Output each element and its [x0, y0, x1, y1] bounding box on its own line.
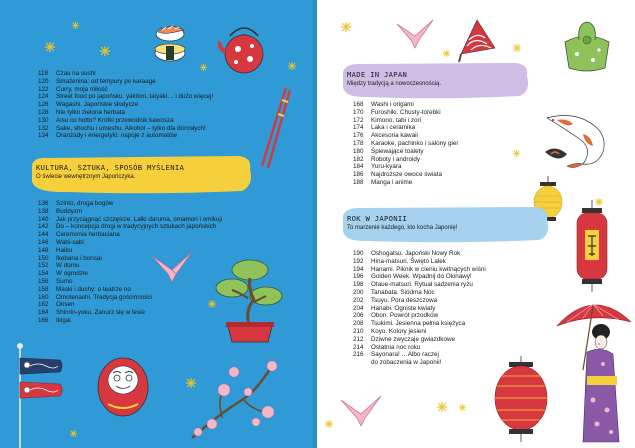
- toc-entry[interactable]: 170 Furoshiki. Chusty-torebki: [353, 108, 441, 116]
- section-title: MADE IN JAPAN: [347, 70, 408, 79]
- bottom-lantern-illustration: [493, 356, 549, 442]
- section-title: ROK W JAPONII: [347, 214, 408, 223]
- toc-entry[interactable]: 192 Hina-matsuri. Święto Lalek: [353, 257, 446, 265]
- toc-entry[interactable]: 188 Manga i anime: [353, 178, 413, 186]
- toc-entry[interactable]: 146 Wabi-sabi: [38, 238, 84, 246]
- toc-entry[interactable]: 152 W domu: [38, 262, 80, 270]
- toc-entry[interactable]: 176 Akcesoria kawaii: [353, 132, 418, 140]
- toc-entry[interactable]: 200 Tanabata. Siódma Noc: [353, 288, 435, 296]
- origami-crane-illustration: [395, 18, 435, 50]
- star-icon: [341, 22, 351, 32]
- toc-entry[interactable]: 150 Ikebana i bonsai: [38, 254, 102, 262]
- section-subtitle: O świecie wewnętrznym Japończyka.: [36, 174, 136, 180]
- toc-entry[interactable]: 202 Tsuyu. Pora deszczowa: [353, 296, 438, 304]
- toc-entry[interactable]: 208 Tsukimi. Jesienna pełnia księżyca: [353, 320, 466, 328]
- left-page: [0, 0, 317, 448]
- star-icon: [459, 404, 466, 411]
- toc-entry[interactable]: 204 Hanabi. Ogniste kwiaty: [353, 304, 436, 312]
- toc-list-year-in-japan: [353, 250, 553, 367]
- cherry-blossom-illustration: [182, 352, 282, 444]
- star-icon: [513, 44, 521, 52]
- koi-fish-illustration: [537, 104, 617, 174]
- sushi-illustration: [146, 20, 196, 66]
- toc-entry[interactable]: 142 Do – koncepcja drogi w tradycyjnych sztukach japońskich: [38, 223, 217, 231]
- toc-entry[interactable]: 174 Laka i ceramika: [353, 124, 416, 132]
- star-icon: [45, 42, 55, 52]
- section-banner-culture: [36, 163, 184, 180]
- toc-entry[interactable]: 212 Dziwne zwyczaje gwiazdkowe: [353, 335, 455, 343]
- toc-entry[interactable]: 164 Shinrin-yoku. Zanurz się w lesie: [38, 309, 145, 317]
- star-icon: [72, 22, 79, 29]
- furoshiki-illustration: [557, 16, 617, 76]
- toc-entry[interactable]: 168 Washi i origami: [353, 101, 414, 108]
- toc-entry[interactable]: 196 Golden Week. Wpadnij do Okinawy!: [353, 273, 472, 281]
- toc-entry[interactable]: 182 Roboty i androidy: [353, 155, 421, 163]
- toc-entry[interactable]: 186 Najdroższe owoce świata: [353, 171, 443, 179]
- toc-entry[interactable]: 184 Yuru-kyara: [353, 163, 402, 171]
- toc-entry[interactable]: 190 Oshogatsu. Japoński Nowy Rok: [353, 250, 461, 257]
- toc-entry[interactable]: do zobaczenia w Japonii!: [371, 359, 442, 367]
- toc-entry[interactable]: 138 Buddyzm: [38, 207, 83, 215]
- toc-list-made-in-japan: [353, 101, 543, 187]
- toc-entry[interactable]: 198 Otaue-matsuri. Rytuał sadzenia ryżu: [353, 281, 473, 289]
- toc-entry[interactable]: 132 Sake, shochu i umeshu. Alkohol – tylko dla dorosłych!: [38, 124, 206, 132]
- toc-entry[interactable]: 158 Maski i duchy: o teatrze no: [38, 285, 131, 293]
- section-title: KULTURA, SZTUKA, SPOSÓB MYŚLENIA: [36, 163, 185, 172]
- toc-entry[interactable]: 172 Kimono, tabi i zori: [353, 116, 422, 124]
- star-icon: [288, 62, 296, 70]
- toc-entry[interactable]: 166 Ikigai: [38, 316, 71, 324]
- toc-entry[interactable]: 126 Wagashi. Japońskie słodycze: [38, 101, 139, 109]
- daruma-illustration: [96, 352, 150, 418]
- toc-entry[interactable]: 140 Jak przyciągnąć szczęście. Lalki daruma, omamori i omikuji: [38, 215, 223, 223]
- star-icon: [100, 46, 110, 56]
- red-lantern-illustration: [571, 200, 613, 294]
- bonsai-illustration: [214, 258, 286, 350]
- toc-entry[interactable]: 120 Smażenina: od tempury po karaage: [38, 77, 156, 85]
- toc-entry[interactable]: 134 Oranżady i energetyki: napoje z automatów: [38, 132, 178, 140]
- toc-entry[interactable]: 160 Omotenashi. Tradycja gościnności: [38, 293, 152, 301]
- toc-entry[interactable]: 148 Haiku: [38, 246, 73, 254]
- geisha-illustration: [553, 292, 633, 448]
- section-banner-year-in-japan: [347, 214, 457, 231]
- toc-entry[interactable]: 162 Onsen: [38, 301, 75, 309]
- toc-entry[interactable]: 214 Ostatnia noc roku: [353, 343, 421, 351]
- ramen-fan-illustration: [455, 18, 499, 64]
- toc-entry[interactable]: 178 Karaoke, pachinko i salony gier: [353, 139, 459, 147]
- toc-entry[interactable]: 156 Sumo: [38, 277, 73, 285]
- toc-entry[interactable]: 216 Sayonara! …Albo raczej: [353, 351, 439, 359]
- toc-entry[interactable]: 118 Czas na sushi: [38, 70, 96, 77]
- toc-entry[interactable]: 206 Obon. Powrót przodków: [353, 312, 439, 320]
- toc-entry[interactable]: 136 Szinto, droga bogów: [38, 200, 114, 207]
- toc-entry[interactable]: 210 Koyo. Kolory jesieni: [353, 327, 427, 335]
- right-page: [317, 0, 635, 448]
- star-icon: [325, 420, 333, 428]
- koinobori-illustration: [0, 340, 90, 448]
- toc-entry[interactable]: 124 Street food po japońsku: yakitori, taiyaki… i dużo więcej!: [38, 93, 214, 101]
- section-subtitle: To marzenie każdego, kto kocha Japonię!: [347, 225, 458, 231]
- origami-crane-illustration: [150, 250, 194, 284]
- star-icon: [443, 50, 450, 57]
- star-icon: [437, 402, 447, 412]
- toc-entry[interactable]: 122 Curry, moja miłość: [38, 85, 108, 93]
- toc-list-food: [38, 70, 278, 140]
- toc-entry[interactable]: 144 Ceremonia herbaciana: [38, 231, 120, 239]
- section-subtitle: Między tradycją a nowoczesnością.: [347, 81, 442, 87]
- origami-crane-illustration: [339, 394, 383, 428]
- section-banner-made-in-japan: [347, 70, 441, 87]
- toc-entry[interactable]: 128 Nie tylko zielona herbata: [38, 108, 125, 116]
- toc-entry[interactable]: 180 Śpiewające toalety: [353, 147, 424, 155]
- toc-entry[interactable]: 130 Aisu co hotto? Krótki przewodnik kawosza: [38, 116, 174, 124]
- toc-entry[interactable]: 154 W ogrodzie: [38, 270, 88, 278]
- toc-entry[interactable]: 194 Hanami. Piknik w cieniu kwitnących wiśni: [353, 265, 486, 273]
